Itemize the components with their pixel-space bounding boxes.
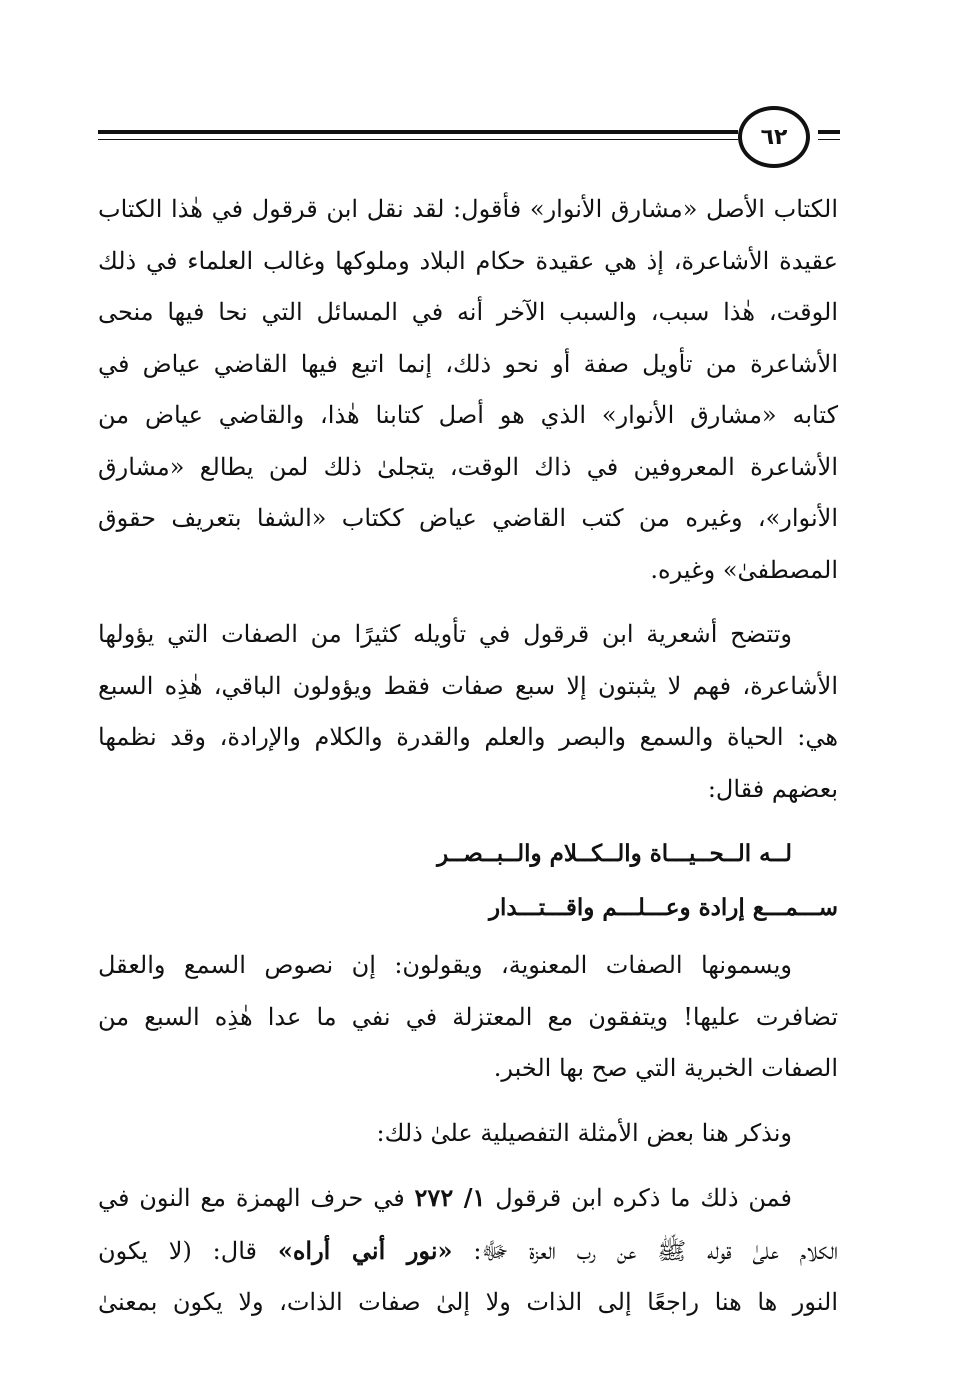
text-line: هي: الحياة والسمع والبصر والعلم والقدرة والكلام والإرادة، وقد نظمها xyxy=(98,723,838,751)
paragraph-5 xyxy=(98,1172,838,1329)
text-line: كتابه «مشارق الأنوار» الذي هو أصل كتابنا هٰذا، والقاضي عياض من xyxy=(98,401,839,429)
text-line: الصفات الخبرية التي صح بها الخبر. xyxy=(493,1054,838,1082)
text-line: الأشاعرة، فهم لا يثبتون إلا سبع صفات فقط ويؤولون الباقي، هٰذِه السبع xyxy=(98,671,838,700)
text-line: المصطفىٰ» وغيره. xyxy=(650,555,838,584)
text-line: تضافرت عليها! ويتفقون مع المعتزلة في نفي ما عدا هٰذِه السبع من xyxy=(98,1002,838,1031)
header-rule-right-thick xyxy=(818,130,840,134)
text-line: الوقت، هٰذا سبب، والسبب الآخر أنه في المسائل التي نحا فيها منحى xyxy=(98,298,838,326)
page-body xyxy=(98,184,838,1342)
paragraph-2 xyxy=(98,609,838,815)
text-segment: الكلام علىٰ قوله ﷺ عن رب العزة ﷻ: xyxy=(452,1236,839,1265)
text-line: وتتضح أشعرية ابن قرقول في تأويله كثيرًا من الصفات التي يؤولها xyxy=(98,620,792,648)
text-line: عقيدة الأشاعرة، إذ هي عقيدة حكام البلاد وملوكها وغالب العلماء في ذلك xyxy=(98,246,838,275)
text-segment: في حرف الهمزة مع النون في xyxy=(98,1184,415,1212)
text-line: الكتاب الأصل «مشارق الأنوار» فأقول: لقد نقل ابن قرقول في هٰذا الكتاب xyxy=(98,195,838,223)
page-number: ٦٢ xyxy=(738,106,810,168)
page-header xyxy=(98,106,840,170)
hadith-quote: «نور أني أراه» xyxy=(277,1235,453,1265)
text-line: النور ها هنا راجعًا إلى الذات ولا إلىٰ صفات الذات، ولا يكون بمعنىٰ xyxy=(98,1288,838,1316)
text-segment: قال: (لا يكون xyxy=(98,1236,278,1265)
text-line: الأنوار»، وغيره من كتب القاضي عياض ككتاب «الشفا بتعريف حقوق xyxy=(98,504,838,532)
verse-line-1: لــه الــحــيـــاة والــكــلام والــبــصــر xyxy=(437,840,792,867)
text-line: بعضهم فقال: xyxy=(707,774,838,803)
header-rule-thin xyxy=(98,139,738,140)
paragraph-4 xyxy=(98,1108,838,1160)
header-rule-right-thin xyxy=(818,139,840,140)
paragraph-3 xyxy=(98,940,838,1095)
text-line: الأشاعرة من تأويل صفة أو نحو ذلك، إنما اتبع فيها القاضي عياض في xyxy=(98,349,838,378)
text-line: الأشاعرة المعروفين في ذاك الوقت، يتجلىٰ ذلك لمن يطالع «مشارق xyxy=(98,452,838,481)
text-line xyxy=(98,1225,838,1278)
text-line: ونذكر هنا بعض الأمثلة التفصيلية علىٰ ذلك: xyxy=(376,1118,792,1147)
paragraph-1 xyxy=(98,184,838,596)
header-rule-thick xyxy=(98,130,738,134)
text-line: ويسمونها الصفات المعنوية، ويقولون: إن نصوص السمع والعقل xyxy=(98,951,792,979)
text-segment: فمن ذلك ما ذكره ابن قرقول xyxy=(485,1184,793,1212)
text-line xyxy=(98,1172,838,1225)
citation-reference: ١/ ٢٧٢ xyxy=(414,1183,486,1212)
verse-line-2: ســـمـــع إرادة وعـــلـــم واقـــتـــدار xyxy=(488,894,838,921)
